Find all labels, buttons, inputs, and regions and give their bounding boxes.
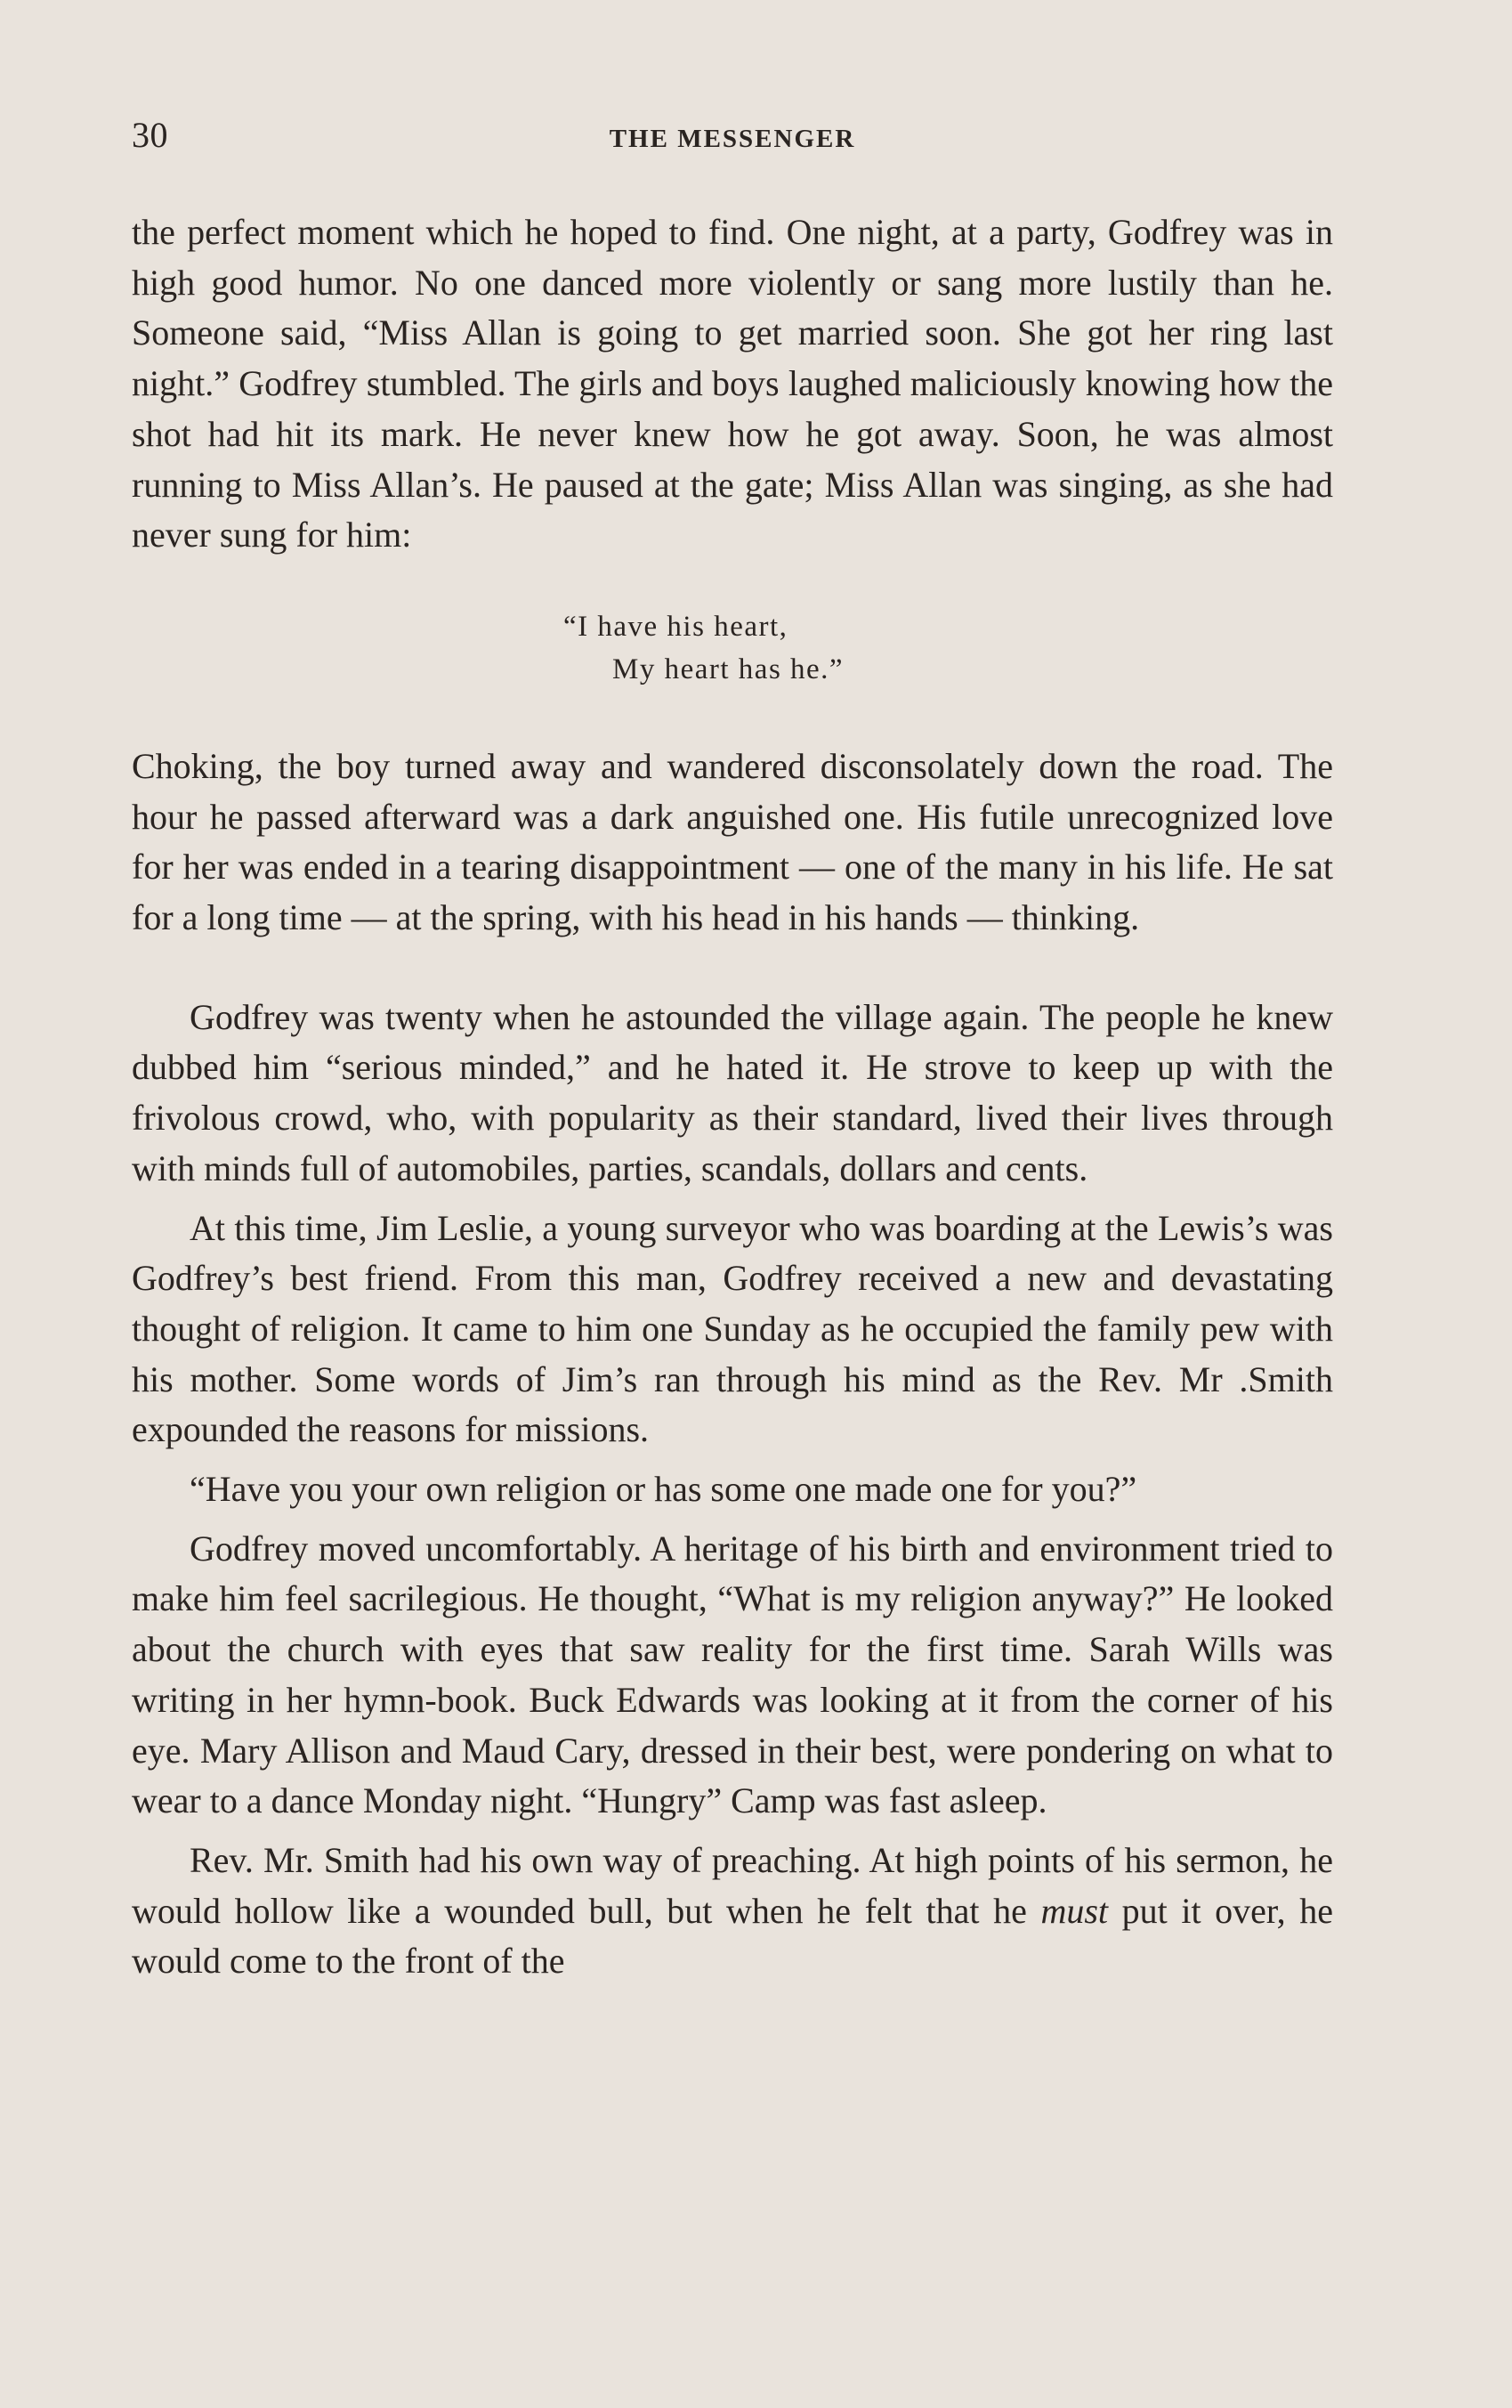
paragraph-7-text-start: Rev. Mr. Smith had his own way of preaching. At high points of his sermon, he would hollow like a wounded bull, but when he felt that he xyxy=(132,1839,1333,1931)
paragraph-2: Choking, the boy turned away and wandered disconsolately down the road. The hour he passed afterward was a dark anguished one. His futile unrecognized love for her was ended in a tearing disappointment — one of the many in his life. He sat for a long time — at the spring, with his head in his hands — thinking. xyxy=(132,745,1333,938)
page-header xyxy=(132,114,1333,164)
page-number: 30 xyxy=(132,115,168,155)
verse-line-1: “I have his heart, xyxy=(563,610,788,643)
paragraph-5: “Have you your own religion or has some one made one for you?” xyxy=(190,1469,1137,1510)
paragraph-7 xyxy=(132,1836,1333,1987)
paragraph-7-emphasis: must xyxy=(1040,1890,1109,1931)
verse-line-2: My heart has he.” xyxy=(612,653,845,685)
verse-quote xyxy=(132,605,1333,691)
paragraph-6: Godfrey moved uncomfortably. A heritage of his birth and environment tried to make him feel sacrilegious. He thought, “What is my religion anyway?” He looked about the church with eyes that saw reality for the first time. Sarah Wills was writing in her hymn-book. Buck Edwards was looking at it from the corner of his eye. Mary Allison and Maud Cary, dressed in their best, were pondering on what to wear to a dance Monday night. “Hungry” Camp was fast asleep. xyxy=(132,1528,1333,1821)
paragraph-1: the perfect moment which he hoped to find. One night, at a party, Godfrey was in high good humor. No one danced more violently or sang more lustily than he. Someone said, “Miss Allan is going to get married soon. She got her ring last night.” Godfrey stumbled. The girls and boys laughed maliciously knowing how the shot had hit its mark. He never knew how he got away. Soon, he was almost running to Miss Allan’s. He paused at the gate; Miss Allan was singing, as she had never sung for him: xyxy=(132,212,1333,555)
paragraph-3: Godfrey was twenty when he astounded the village again. The people he knew dubbed him “serious minded,” and he hated it. He strove to keep up with the frivolous crowd, who, with popularity as their standard, lived their lives through with minds full of automobiles, parties, scandals, dollars and cents. xyxy=(132,996,1333,1188)
body-text xyxy=(132,207,1333,1987)
running-head: THE MESSENGER xyxy=(609,125,856,153)
paragraph-7-text-end: put it over, he would come to the front of the xyxy=(132,1890,1333,1982)
paragraph-4: At this time, Jim Leslie, a young surveyor who was boarding at the Lewis’s was Godfrey’s best friend. From this man, Godfrey received a new and devastating thought of religion. It came to him one Sunday as he occupied the family pew with his mother. Some words of Jim’s ran through his mind as the Rev. Mr .Smith expounded the reasons for missions. xyxy=(132,1207,1333,1450)
